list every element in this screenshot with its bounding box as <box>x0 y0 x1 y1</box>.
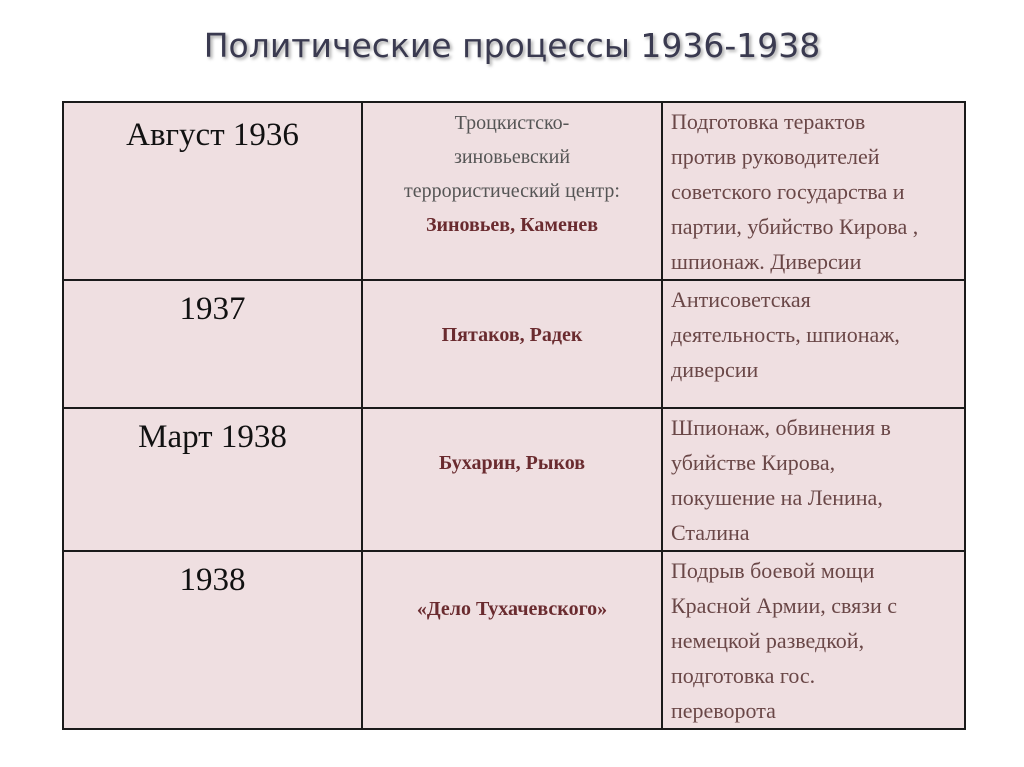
table-row <box>63 280 965 408</box>
trials-table <box>62 101 966 730</box>
charges-line: партии, убийство Кирова , <box>671 214 919 239</box>
group-line: Троцкистско- <box>454 112 570 134</box>
defendants-cell <box>362 551 662 729</box>
charges-line: немецкой разведкой, <box>671 628 865 653</box>
date-cell <box>63 280 362 408</box>
trial-date: 1937 <box>179 291 246 327</box>
defendants-cell <box>362 102 662 280</box>
table-row <box>63 102 965 280</box>
group-line: зиновьевский <box>453 146 571 168</box>
charges-line: Сталина <box>671 520 750 545</box>
charges-cell <box>662 280 965 408</box>
charges-line: Подрыв боевой мощи <box>671 558 875 583</box>
charges-line: покушение на Ленина, <box>671 485 883 510</box>
defendant-names: Зиновьев, Каменев <box>425 214 599 236</box>
table-row <box>63 408 965 551</box>
defendants-cell <box>362 280 662 408</box>
charges-line: советского государства и <box>671 179 905 204</box>
charges-line: Подготовка терактов <box>671 109 866 134</box>
date-cell <box>63 408 362 551</box>
charges-line: Красной Армии, связи с <box>671 593 897 618</box>
charges-line: убийстве Кирова, <box>671 450 836 475</box>
charges-line: против руководителей <box>671 144 880 169</box>
date-cell <box>63 551 362 729</box>
trial-date: 1938 <box>179 562 246 598</box>
slide-title <box>0 26 1024 65</box>
charges-line: шпионаж. Диверсии <box>671 249 862 274</box>
defendants-cell <box>362 408 662 551</box>
charges-cell <box>662 102 965 280</box>
charges-line: Шпионаж, обвинения в <box>671 415 891 440</box>
defendant-names: «Дело Тухачевского» <box>416 598 608 620</box>
trial-date: Март 1938 <box>138 419 287 455</box>
group-line: террористический центр: <box>404 180 620 202</box>
defendant-names: Бухарин, Рыков <box>438 452 586 474</box>
charges-line: Антисоветская <box>671 287 811 312</box>
charges-line: подготовка гос. <box>671 663 816 688</box>
charges-line: переворота <box>671 698 776 723</box>
slide-title-text: Политические процессы 1936-1938 <box>203 26 821 65</box>
charges-line: деятельность, шпионаж, <box>671 322 900 347</box>
date-cell <box>63 102 362 280</box>
defendant-names: Пятаков, Радек <box>441 324 583 346</box>
trial-date: Август 1936 <box>126 117 299 153</box>
charges-cell <box>662 408 965 551</box>
charges-line: диверсии <box>671 357 759 382</box>
charges-cell <box>662 551 965 729</box>
table-row <box>63 551 965 729</box>
